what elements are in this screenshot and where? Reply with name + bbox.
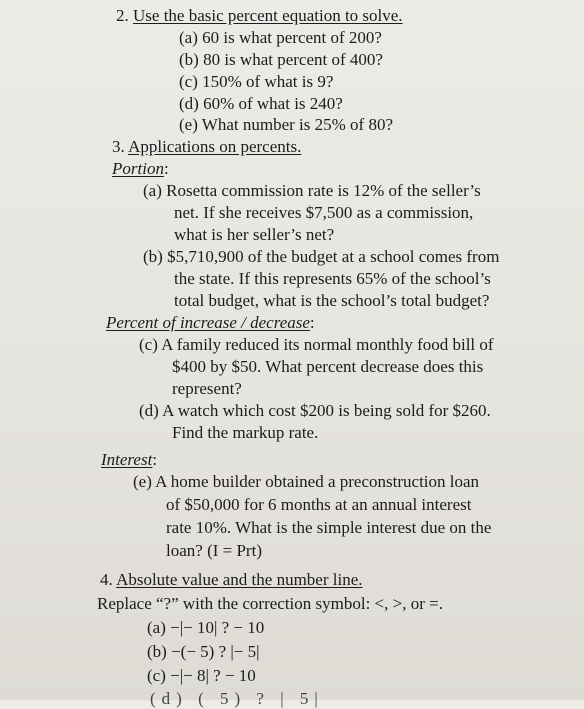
s2-item-b: (b) 80 is what percent of 400?	[179, 50, 383, 69]
s4-item-c: (c) −|− 8| ? − 10	[147, 666, 256, 685]
percent-change-heading: Percent of increase / decrease:	[106, 313, 315, 332]
s3-item-d-line2: Find the markup rate.	[172, 423, 319, 442]
s3-item-c-line2: $400 by $50. What percent decrease does this	[172, 357, 484, 376]
s3-item-b-line3: total budget, what is the school’s total budget?	[174, 291, 490, 310]
s3-item-e-line3: rate 10%. What is the simple interest due on the	[166, 518, 492, 537]
section-3-header	[112, 137, 301, 157]
s3-item-e-line1: (e) A home builder obtained a preconstruction loan	[133, 472, 480, 491]
s4-instruction: Replace “?” with the correction symbol: <, >, or =.	[97, 594, 443, 613]
portion-heading: Portion:	[112, 159, 169, 178]
s2-item-c: (c) 150% of what is 9?	[179, 72, 334, 91]
s3-item-a-line2: net. If she receives $7,500 as a commission,	[174, 203, 474, 222]
section-2-number: 2.	[116, 6, 129, 25]
s2-item-d: (d) 60% of what is 240?	[179, 94, 343, 113]
section-4-number: 4.	[100, 570, 113, 589]
section-3-number: 3.	[112, 137, 125, 156]
s3-item-a-line1: (a) Rosetta commission rate is 12% of the seller’s	[143, 181, 481, 200]
s4-item-d-cut: (d) ( 5) ? | 5|	[150, 689, 324, 708]
section-2-title: Use the basic percent equation to solve.	[133, 6, 403, 25]
s4-item-a: (a) −|− 10| ? − 10	[147, 618, 265, 637]
s3-item-b-line2: the state. If this represents 65% of the school’s	[174, 269, 491, 288]
section-4-header	[100, 570, 363, 590]
s3-item-a-line3: what is her seller’s net?	[174, 225, 335, 244]
s2-item-a: (a) 60 is what percent of 200?	[179, 28, 382, 47]
section-2-header	[116, 6, 403, 26]
s2-item-e: (e) What number is 25% of 80?	[179, 115, 394, 134]
s3-item-b-line1: (b) $5,710,900 of the budget at a school comes from	[143, 247, 500, 266]
interest-heading: Interest:	[101, 450, 158, 469]
section-4-title: Absolute value and the number line.	[116, 570, 363, 589]
s3-item-e-line4: loan? (I = Prt)	[166, 541, 262, 560]
s3-item-c-line1: (c) A family reduced its normal monthly food bill of	[139, 335, 494, 354]
s4-item-b: (b) −(− 5) ? |− 5|	[147, 642, 260, 661]
section-3-title: Applications on percents.	[128, 137, 302, 156]
s3-item-e-line2: of $50,000 for 6 months at an annual interest	[166, 495, 472, 514]
s3-item-c-line3: represent?	[172, 379, 242, 398]
s3-item-d-line1: (d) A watch which cost $200 is being sold for $260.	[139, 401, 491, 420]
